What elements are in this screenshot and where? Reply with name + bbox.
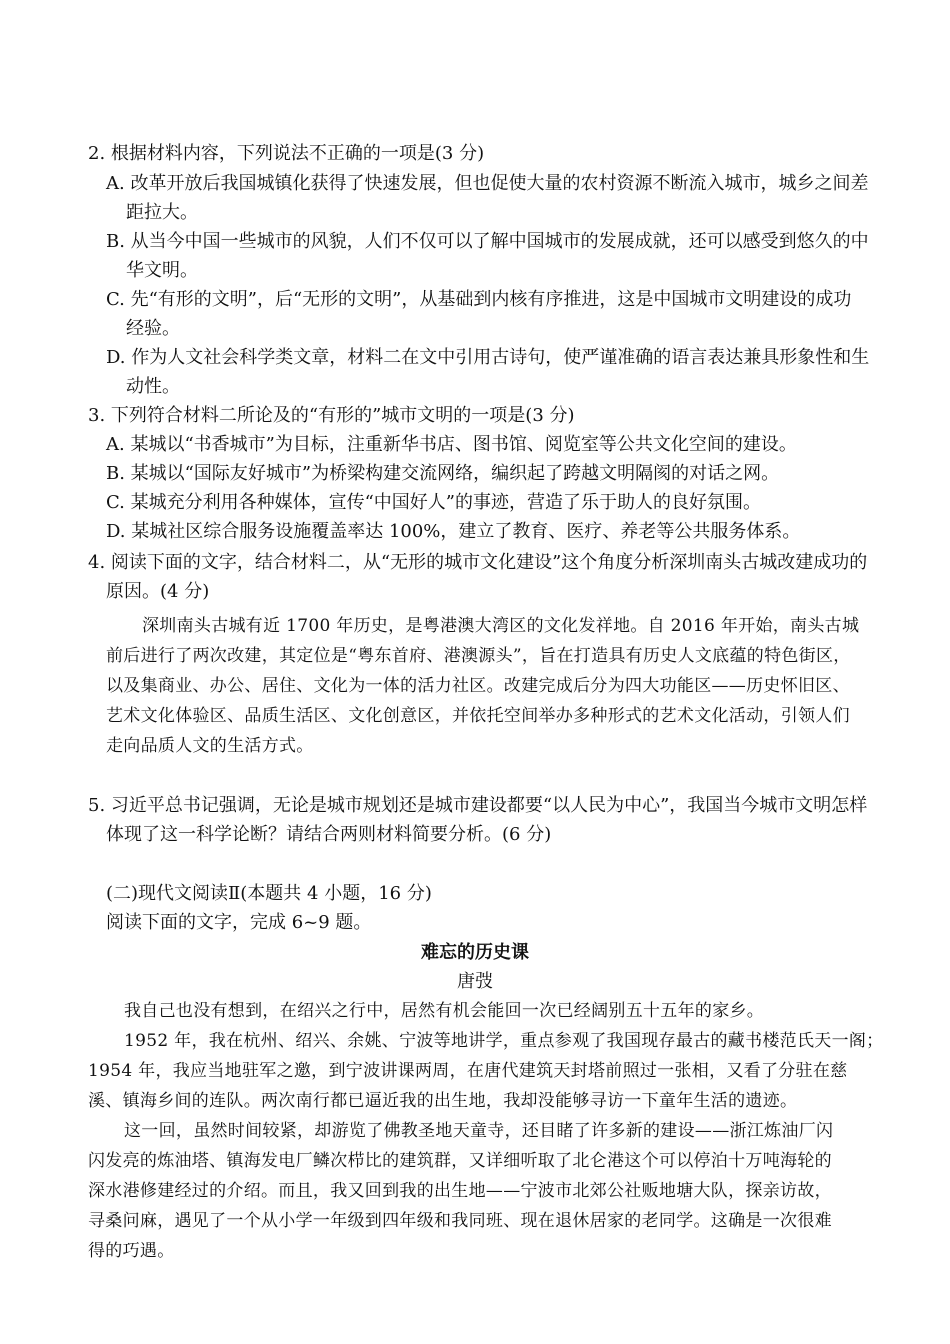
- question-3-option-d: D. 某城社区综合服务设施覆盖率达 100%，建立了教育、医疗、养老等公共服务体系。: [106, 521, 801, 542]
- article-paragraph-line: 得的巧遇。: [88, 1241, 175, 1261]
- article-author: 唐弢: [457, 971, 493, 992]
- passage-line: 走向品质人文的生活方式。: [106, 736, 314, 756]
- article-paragraph-line: 闪发亮的炼油塔、镇海发电厂鳞次栉比的建筑群，又详细听取了北仑港这个可以停泊十万吨海轮的: [88, 1151, 832, 1171]
- article-paragraph-line: 这一回，虽然时间较紧，却游览了佛教圣地天童寺，还目睹了许多新的建设——浙江炼油厂闪: [124, 1121, 834, 1141]
- article-title: 难忘的历史课: [421, 942, 529, 963]
- question-2-option-b: B. 从当今中国一些城市的风貌，人们不仅可以了解中国城市的发展成就，还可以感受到悠久的中: [106, 231, 869, 252]
- question-2-stem: 2. 根据材料内容，下列说法不正确的一项是(3 分): [88, 143, 485, 164]
- question-5-stem: 5. 习近平总书记强调，无论是城市规划还是城市建设都要“以人民为中心”，我国当今城市文明怎样: [88, 795, 868, 816]
- section-instruction: 阅读下面的文字，完成 6~9 题。: [106, 912, 372, 933]
- question-2-option-a-cont: 距拉大。: [126, 202, 198, 223]
- question-3-option-c: C. 某城充分利用各种媒体，宣传“中国好人”的事迹，营造了乐于助人的良好氛围。: [106, 492, 761, 513]
- question-5-stem-cont: 体现了这一科学论断？请结合两则材料简要分析。(6 分): [106, 824, 552, 845]
- article-paragraph-line: 1952 年，我在杭州、绍兴、余姚、宁波等地讲学，重点参观了我国现存最古的藏书楼范氏天一阁；: [124, 1031, 884, 1051]
- question-2-option-a: A. 改革开放后我国城镇化获得了快速发展，但也促使大量的农村资源不断流入城市，城乡之间差: [106, 173, 869, 194]
- article-paragraph-line: 我自己也没有想到，在绍兴之行中，居然有机会能回一次已经阔别五十五年的家乡。: [124, 1001, 765, 1021]
- question-4-stem: 4. 阅读下面的文字，结合材料二，从“无形的城市文化建设”这个角度分析深圳南头古城改建成功的: [88, 552, 868, 573]
- article-paragraph-line: 深水港修建经过的介绍。而且，我又回到我的出生地——宁波市北郊公社贩地塘大队，探亲访故，: [88, 1181, 832, 1201]
- passage-line: 前后进行了两次改建，其定位是“粤东首府、港澳源头”，旨在打造具有历史人文底蕴的特色街区，: [106, 646, 851, 666]
- article-paragraph-line: 溪、镇海乡间的连队。两次南行都已逼近我的出生地，我却没能够寻访一下童年生活的遗迹。: [88, 1091, 798, 1111]
- question-3-stem: 3. 下列符合材料二所论及的“有形的”城市文明的一项是(3 分): [88, 405, 575, 426]
- question-3-option-a: A. 某城以“书香城市”为目标，注重新华书店、图书馆、阅览室等公共文化空间的建设。: [106, 434, 797, 455]
- question-2-option-c-cont: 经验。: [126, 318, 180, 339]
- article-paragraph-line: 1954 年，我应当地驻军之邀，到宁波讲课两周，在唐代建筑天封塔前照过一张相，又看了分驻在慈: [88, 1061, 848, 1081]
- passage-line: 深圳南头古城有近 1700 年历史，是粤港澳大湾区的文化发祥地。自 2016 年开始，南头古城: [142, 616, 860, 636]
- question-2-option-d-cont: 动性。: [126, 376, 180, 397]
- question-4-stem-cont: 原因。(4 分): [106, 581, 210, 602]
- article-paragraph-line: 寻桑问麻，遇见了一个从小学一年级到四年级和我同班、现在退休居家的老同学。这确是一次很难: [88, 1211, 832, 1231]
- passage-line: 艺术文化体验区、品质生活区、文化创意区，并依托空间举办多种形式的艺术文化活动，引领人们: [106, 706, 850, 726]
- question-3-option-b: B. 某城以“国际友好城市”为桥梁构建交流网络，编织起了跨越文明隔阂的对话之网。: [106, 463, 780, 484]
- question-2-option-c: C. 先“有形的文明”，后“无形的文明”，从基础到内核有序推进，这是中国城市文明建设的成功: [106, 289, 852, 310]
- question-2-option-b-cont: 华文明。: [126, 260, 198, 281]
- question-2-option-d: D. 作为人文社会科学类文章，材料二在文中引用古诗句，使严谨准确的语言表达兼具形象性和生: [106, 347, 870, 368]
- passage-line: 以及集商业、办公、居住、文化为一体的活力社区。改建完成后分为四大功能区——历史怀旧区、: [106, 676, 850, 696]
- section-header: (二)现代文阅读Ⅱ(本题共 4 小题，16 分): [106, 883, 432, 904]
